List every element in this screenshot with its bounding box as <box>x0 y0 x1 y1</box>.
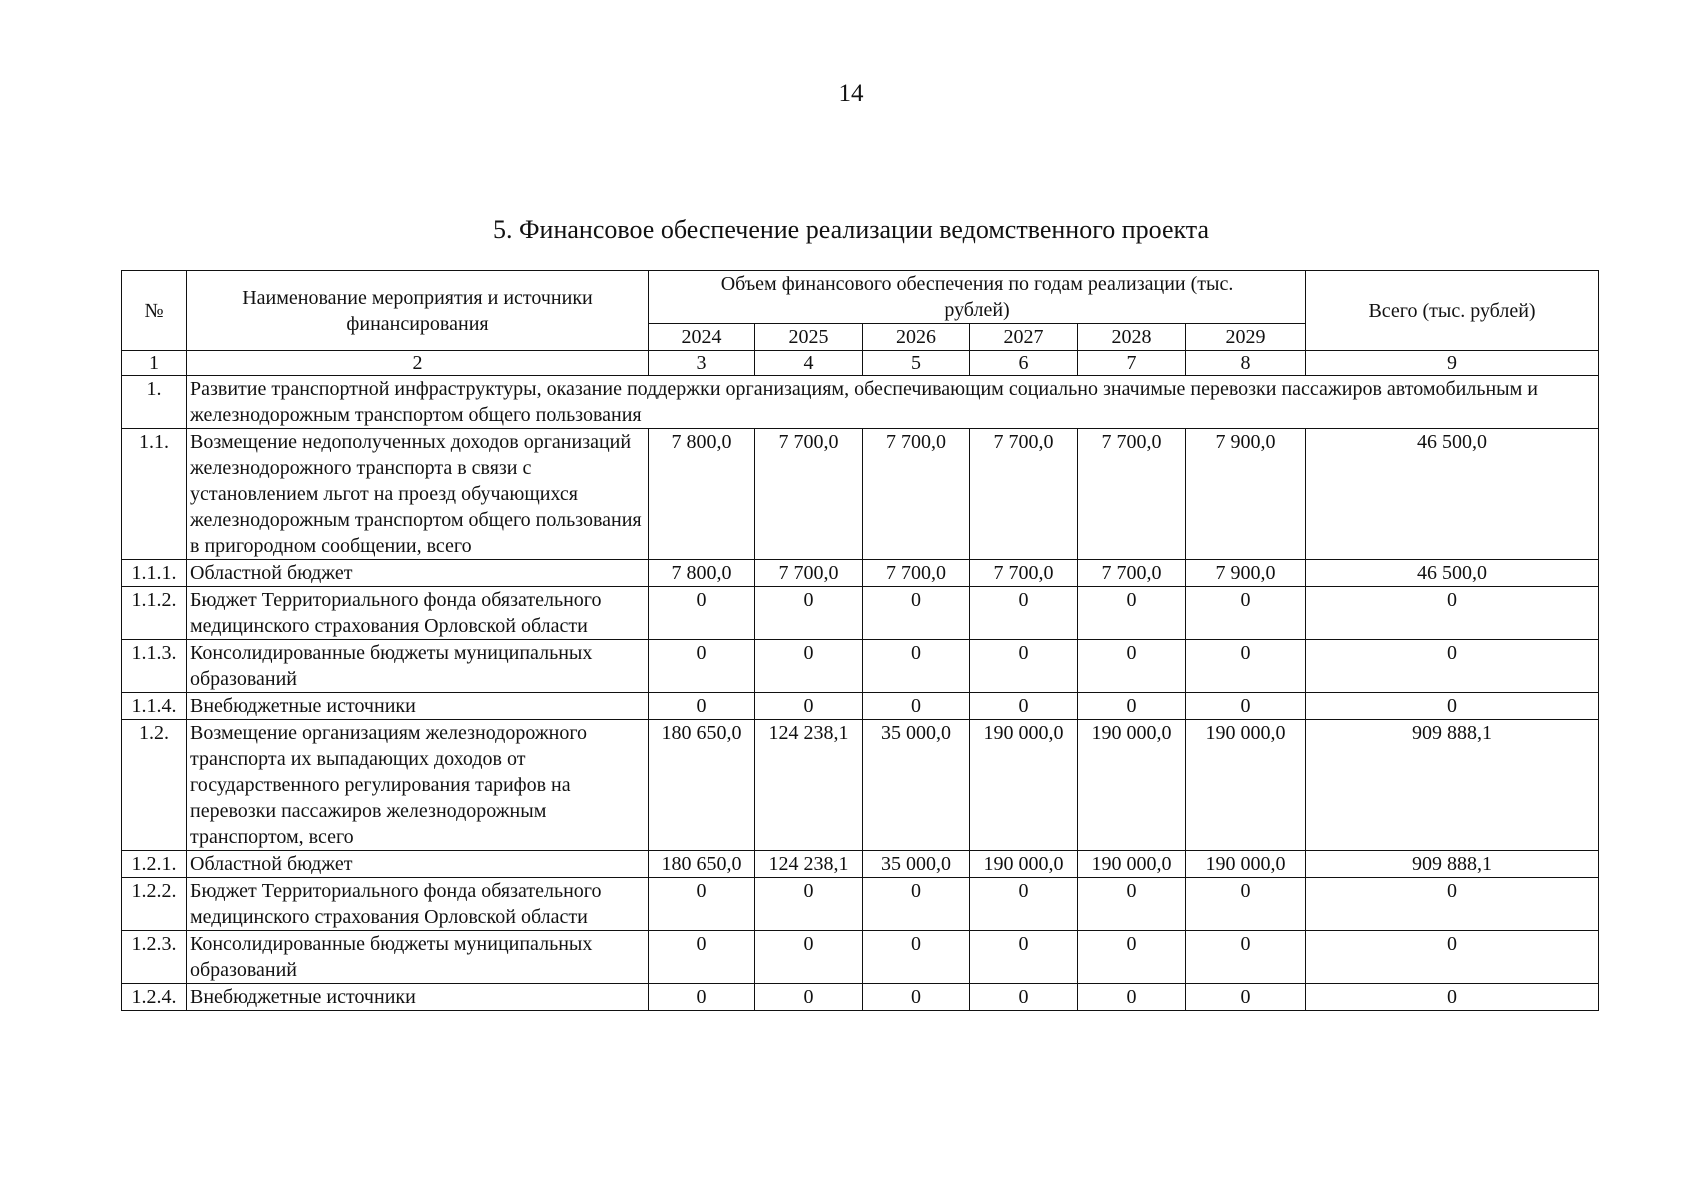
row-value-2024: 0 <box>649 640 755 693</box>
row-value-2024: 7 800,0 <box>649 560 755 587</box>
row-value-2025: 0 <box>755 878 863 931</box>
row-value-2026: 0 <box>863 693 970 720</box>
row-total: 46 500,0 <box>1306 560 1599 587</box>
row-value-2029: 190 000,0 <box>1186 720 1306 851</box>
row-number: 1.2. <box>122 720 187 851</box>
header-year: 2024 <box>649 324 755 351</box>
row-value-2027: 0 <box>970 587 1078 640</box>
row-value-2024: 7 800,0 <box>649 429 755 560</box>
row-value-2027: 7 700,0 <box>970 429 1078 560</box>
row-value-2029: 7 900,0 <box>1186 429 1306 560</box>
header-volume: Объем финансового обеспечения по годам реализации (тыс. рублей) <box>649 271 1306 324</box>
header-year: 2027 <box>970 324 1078 351</box>
row-number: 1.2.2. <box>122 878 187 931</box>
row-value-2025: 124 238,1 <box>755 851 863 878</box>
page-number: 14 <box>838 80 864 107</box>
column-number: 6 <box>970 351 1078 376</box>
row-total: 0 <box>1306 984 1599 1011</box>
row-value-2024: 180 650,0 <box>649 720 755 851</box>
row-total: 909 888,1 <box>1306 720 1599 851</box>
row-value-2028: 190 000,0 <box>1078 851 1186 878</box>
row-value-2028: 7 700,0 <box>1078 429 1186 560</box>
row-total: 0 <box>1306 640 1599 693</box>
row-value-2024: 0 <box>649 931 755 984</box>
row-value-2028: 0 <box>1078 693 1186 720</box>
column-number: 8 <box>1186 351 1306 376</box>
column-number: 7 <box>1078 351 1186 376</box>
row-name: Консолидированные бюджеты муниципальных образований <box>187 931 649 984</box>
row-value-2029: 0 <box>1186 931 1306 984</box>
row-number: 1.2.4. <box>122 984 187 1011</box>
section-title: 5. Финансовое обеспечение реализации ведомственного проекта <box>493 215 1209 244</box>
row-value-2026: 0 <box>863 587 970 640</box>
table-row <box>122 587 1599 640</box>
row-value-2028: 190 000,0 <box>1078 720 1186 851</box>
row-value-2027: 0 <box>970 640 1078 693</box>
table-row <box>122 560 1599 587</box>
table-row <box>122 640 1599 693</box>
row-value-2026: 0 <box>863 640 970 693</box>
table-body <box>122 429 1599 1011</box>
row-value-2025: 7 700,0 <box>755 429 863 560</box>
row-value-2026: 35 000,0 <box>863 851 970 878</box>
header-year: 2026 <box>863 324 970 351</box>
row-value-2026: 7 700,0 <box>863 560 970 587</box>
row-value-2029: 190 000,0 <box>1186 851 1306 878</box>
row-value-2028: 0 <box>1078 640 1186 693</box>
row-value-2025: 0 <box>755 984 863 1011</box>
row-name: Возмещение организациям железнодорожного транспорта их выпадающих доходов от государственного регулирования тарифов на перевозки пассажиров железнодорожным транспортом, всего <box>187 720 649 851</box>
table-row <box>122 851 1599 878</box>
row-value-2028: 0 <box>1078 984 1186 1011</box>
row-value-2029: 0 <box>1186 587 1306 640</box>
row-value-2024: 0 <box>649 587 755 640</box>
row-value-2025: 0 <box>755 693 863 720</box>
row-number: 1.1.3. <box>122 640 187 693</box>
row-value-2029: 0 <box>1186 878 1306 931</box>
row-value-2024: 180 650,0 <box>649 851 755 878</box>
column-number: 5 <box>863 351 970 376</box>
row-total: 0 <box>1306 693 1599 720</box>
row-value-2029: 0 <box>1186 984 1306 1011</box>
table-row <box>122 720 1599 851</box>
row-value-2028: 0 <box>1078 878 1186 931</box>
header-total: Всего (тыс. рублей) <box>1306 271 1599 351</box>
table-row <box>122 693 1599 720</box>
row-value-2029: 0 <box>1186 640 1306 693</box>
row-number: 1.2.1. <box>122 851 187 878</box>
row-name: Бюджет Территориального фонда обязательного медицинского страхования Орловской области <box>187 878 649 931</box>
row-name: Консолидированные бюджеты муниципальных образований <box>187 640 649 693</box>
row-name: Областной бюджет <box>187 851 649 878</box>
financing-table <box>121 270 1599 1011</box>
row-value-2028: 0 <box>1078 931 1186 984</box>
row-name: Внебюджетные источники <box>187 693 649 720</box>
row-value-2025: 0 <box>755 640 863 693</box>
row-value-2025: 0 <box>755 587 863 640</box>
header-year: 2029 <box>1186 324 1306 351</box>
row-name: Бюджет Территориального фонда обязательного медицинского страхования Орловской области <box>187 587 649 640</box>
header-name: Наименование мероприятия и источники финансирования <box>187 271 649 351</box>
header-year: 2025 <box>755 324 863 351</box>
row-value-2024: 0 <box>649 693 755 720</box>
section-row <box>122 376 1599 429</box>
row-value-2026: 0 <box>863 984 970 1011</box>
row-value-2024: 0 <box>649 984 755 1011</box>
row-total: 909 888,1 <box>1306 851 1599 878</box>
row-value-2029: 7 900,0 <box>1186 560 1306 587</box>
row-value-2025: 0 <box>755 931 863 984</box>
row-total: 0 <box>1306 587 1599 640</box>
table-row <box>122 429 1599 560</box>
row-value-2026: 0 <box>863 931 970 984</box>
row-number: 1.1.4. <box>122 693 187 720</box>
row-name: Возмещение недополученных доходов организаций железнодорожного транспорта в связи с установлением льгот на проезд обучающихся железнодорожным транспортом общего пользования в пригородном сообщении, всего <box>187 429 649 560</box>
row-name: Внебюджетные источники <box>187 984 649 1011</box>
row-name: Областной бюджет <box>187 560 649 587</box>
column-number: 3 <box>649 351 755 376</box>
section-no: 1. <box>122 376 187 429</box>
column-number: 4 <box>755 351 863 376</box>
row-value-2029: 0 <box>1186 693 1306 720</box>
header-year: 2028 <box>1078 324 1186 351</box>
column-number: 9 <box>1306 351 1599 376</box>
row-value-2025: 7 700,0 <box>755 560 863 587</box>
column-numbers-row <box>122 351 1599 376</box>
row-value-2027: 7 700,0 <box>970 560 1078 587</box>
row-value-2027: 0 <box>970 878 1078 931</box>
column-number: 1 <box>122 351 187 376</box>
row-number: 1.1. <box>122 429 187 560</box>
row-number: 1.1.2. <box>122 587 187 640</box>
row-value-2028: 7 700,0 <box>1078 560 1186 587</box>
row-number: 1.1.1. <box>122 560 187 587</box>
row-value-2028: 0 <box>1078 587 1186 640</box>
row-value-2027: 0 <box>970 693 1078 720</box>
table-row <box>122 984 1599 1011</box>
row-total: 0 <box>1306 878 1599 931</box>
header-no: № <box>122 271 187 351</box>
row-number: 1.2.3. <box>122 931 187 984</box>
section-text: Развитие транспортной инфраструктуры, оказание поддержки организациям, обеспечивающим социально значимые перевозки пассажиров автомобильным и железнодорожным транспортом общего пользования <box>187 376 1599 429</box>
row-value-2026: 7 700,0 <box>863 429 970 560</box>
row-total: 46 500,0 <box>1306 429 1599 560</box>
row-value-2026: 0 <box>863 878 970 931</box>
column-number: 2 <box>187 351 649 376</box>
row-value-2027: 0 <box>970 984 1078 1011</box>
table-row <box>122 931 1599 984</box>
row-value-2027: 190 000,0 <box>970 851 1078 878</box>
row-value-2025: 124 238,1 <box>755 720 863 851</box>
table-row <box>122 878 1599 931</box>
row-value-2024: 0 <box>649 878 755 931</box>
row-value-2027: 0 <box>970 931 1078 984</box>
row-value-2027: 190 000,0 <box>970 720 1078 851</box>
row-total: 0 <box>1306 931 1599 984</box>
row-value-2026: 35 000,0 <box>863 720 970 851</box>
